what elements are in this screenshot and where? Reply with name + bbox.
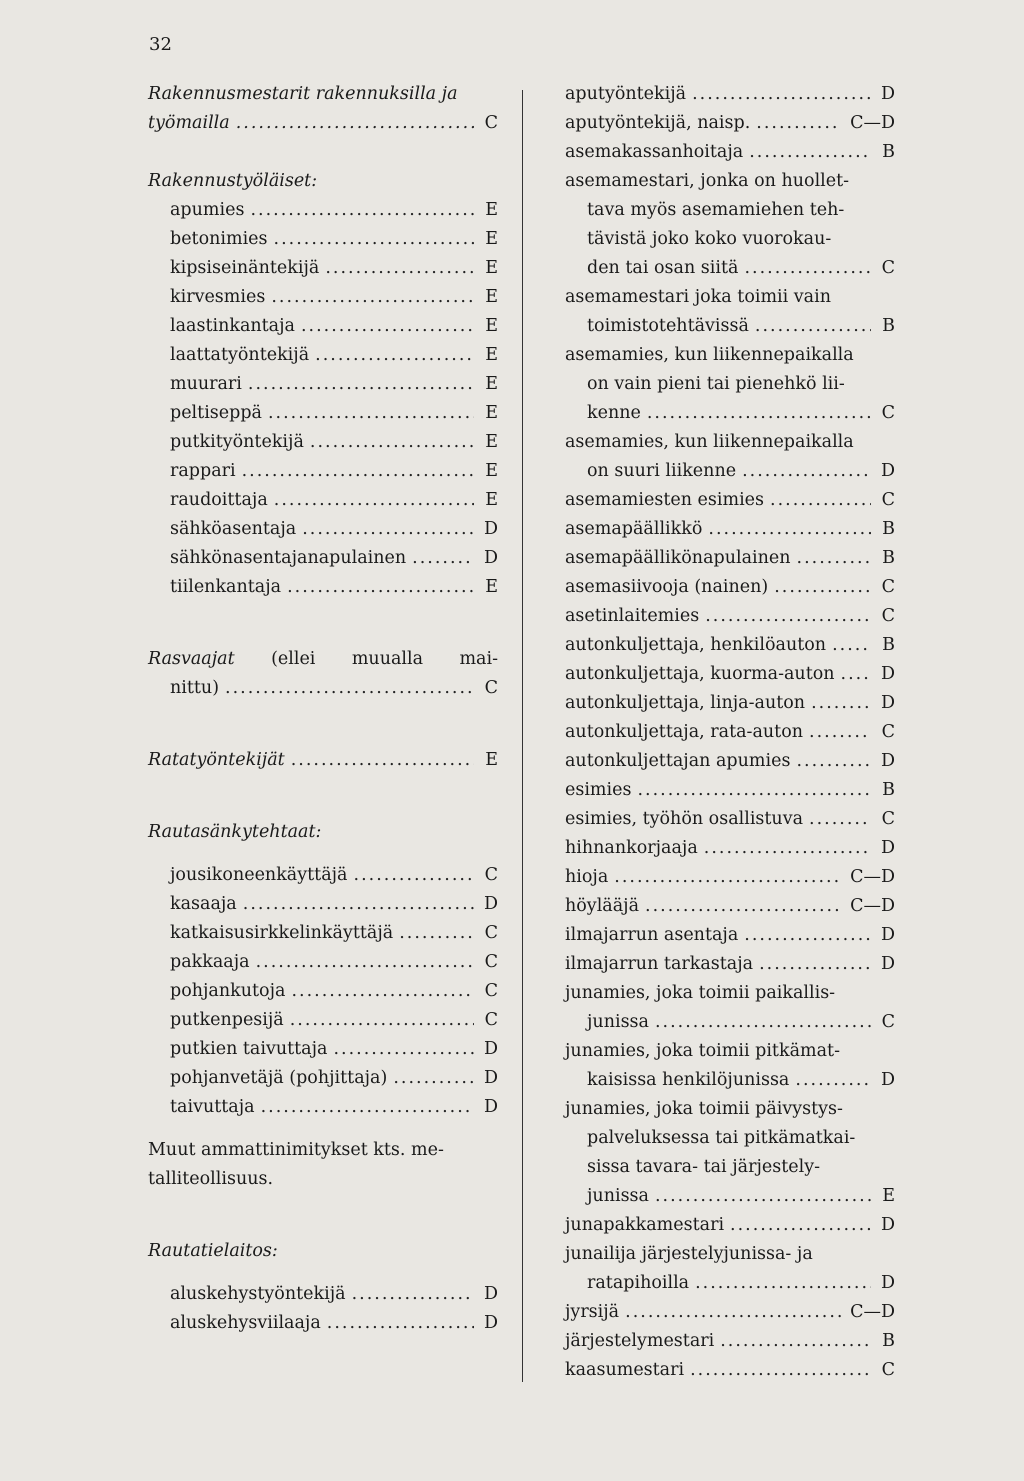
list-item <box>148 1280 498 1309</box>
list-item <box>148 977 498 1006</box>
list-item <box>565 1182 895 1211</box>
leader-dots <box>756 109 841 138</box>
left-column <box>148 80 498 1338</box>
leader-dots <box>327 1309 474 1338</box>
entry-class: D <box>483 548 498 568</box>
entry-name: toimistotehtävissä <box>587 316 749 336</box>
entry-class: C <box>881 258 895 278</box>
list-item <box>565 892 895 921</box>
leader-dots <box>796 747 871 776</box>
entry-name: asemamies, kun liikennepaikalla <box>565 345 854 365</box>
list-item <box>148 370 498 399</box>
leader-dots <box>256 948 474 977</box>
entry-class: D <box>880 954 895 974</box>
entry-class: E <box>485 490 498 510</box>
entry-class: D <box>880 461 895 481</box>
rakennusmestarit-entry <box>148 109 498 138</box>
entry-class: C <box>881 1360 895 1380</box>
list-item <box>148 573 498 602</box>
entry-class: E <box>485 432 498 452</box>
leader-dots <box>352 1280 474 1309</box>
list-item <box>565 457 895 486</box>
entry-class: D <box>483 1039 498 1059</box>
list-item-line <box>565 225 895 254</box>
entry-class: C <box>484 113 498 133</box>
column-divider <box>522 90 523 1382</box>
leader-dots <box>655 1008 871 1037</box>
list-item-line <box>565 1124 895 1153</box>
entry-name: laastinkantaja <box>170 316 295 336</box>
entry-name: asemamies, kun liikennepaikalla <box>565 432 854 452</box>
rakennustyolaiset-heading <box>148 167 498 196</box>
leader-dots <box>742 457 871 486</box>
entry-name: esimies <box>565 780 632 800</box>
leader-dots <box>832 631 871 660</box>
leader-dots <box>412 544 474 573</box>
leader-dots <box>310 428 474 457</box>
list-item <box>148 515 498 544</box>
leader-dots <box>625 1298 841 1327</box>
list-item <box>565 80 895 109</box>
rasvaajat-heading: Rasvaajat <box>148 649 235 669</box>
entry-class: E <box>485 345 498 365</box>
entry-name: junissa <box>587 1012 649 1032</box>
entry-name: aputyöntekijä <box>565 84 687 104</box>
leader-dots <box>243 890 474 919</box>
entry-name: on suuri liikenne <box>587 461 737 481</box>
leader-dots <box>809 805 871 834</box>
leader-dots <box>770 486 871 515</box>
entry-name: asemapäällikkö <box>565 519 703 539</box>
leader-dots <box>291 977 474 1006</box>
list-item <box>148 225 498 254</box>
list-item <box>565 138 895 167</box>
entry-class: E <box>485 258 498 278</box>
list-item <box>565 631 895 660</box>
list-item <box>565 660 895 689</box>
list-item <box>565 718 895 747</box>
entry-name: tava myös asemamiehen teh- <box>587 200 845 220</box>
list-item <box>565 776 895 805</box>
list-item <box>148 312 498 341</box>
list-item <box>565 544 895 573</box>
leader-dots <box>695 1269 871 1298</box>
list-item <box>148 341 498 370</box>
entry-name: jousikoneenkäyttäjä <box>170 865 348 885</box>
entry-name: kipsiseinäntekijä <box>170 258 320 278</box>
entry-name: höylääjä <box>565 896 640 916</box>
leader-dots <box>250 196 474 225</box>
leader-dots <box>647 399 871 428</box>
entry-name: ilmajarrun asentaja <box>565 925 739 945</box>
list-item-line <box>565 196 895 225</box>
entry-name: jyrsijä <box>565 1302 620 1322</box>
entry-name: pakkaaja <box>170 952 250 972</box>
entry-class: D <box>880 693 895 713</box>
entry-class: D <box>880 664 895 684</box>
entry-class: E <box>485 229 498 249</box>
entry-name: sähkönasentajanapulainen <box>170 548 407 568</box>
leader-dots <box>236 109 474 138</box>
entry-name: junamies, joka toimii paikallis- <box>565 983 836 1003</box>
entry-name: kirvesmies <box>170 287 266 307</box>
leader-dots <box>744 921 871 950</box>
entry-name: autonkuljettaja, rata-auton <box>565 722 804 742</box>
entry-name: on vain pieni tai pienehkö lii- <box>587 374 845 394</box>
leader-dots <box>399 919 474 948</box>
list-item <box>565 834 895 863</box>
leader-dots <box>290 1006 474 1035</box>
entry-name: junamies, joka toimii pitkämat- <box>565 1041 840 1061</box>
list-item <box>565 254 895 283</box>
list-item <box>565 921 895 950</box>
entry-class: B <box>882 548 895 568</box>
muut-line2 <box>148 1165 498 1194</box>
entry-name: pohjankutoja <box>170 981 286 1001</box>
list-item <box>148 428 498 457</box>
entry-class: E <box>485 374 498 394</box>
entry-name: betonimies <box>170 229 268 249</box>
entry-class: D <box>483 1068 498 1088</box>
leader-dots <box>692 80 871 109</box>
leader-dots <box>302 515 474 544</box>
entry-name: esimies, työhön osallistuva <box>565 809 804 829</box>
entry-class: C <box>881 722 895 742</box>
rautasankytehtaat-heading <box>148 818 498 847</box>
rautasankytehtaat-list <box>148 861 498 1122</box>
leader-dots <box>325 254 474 283</box>
entry-name: ratapihoilla <box>587 1273 690 1293</box>
entry-name: aputyöntekijä, naisp. <box>565 113 751 133</box>
leader-dots <box>614 863 841 892</box>
list-item <box>565 312 895 341</box>
leader-dots <box>797 544 871 573</box>
entry-class: D <box>880 925 895 945</box>
leader-dots <box>705 602 871 631</box>
rakennustyolaiset-list <box>148 196 498 602</box>
list-item <box>148 544 498 573</box>
list-item <box>565 1008 895 1037</box>
list-item <box>565 515 895 544</box>
entry-class: B <box>882 780 895 800</box>
entry-name: asemamestari, jonka on huollet- <box>565 171 850 191</box>
entry-class: C <box>484 952 498 972</box>
list-item-line <box>565 979 895 1008</box>
entry-class: C—D <box>850 113 895 133</box>
rasvaajat-text-a: (ellei <box>271 649 316 669</box>
list-item <box>565 486 895 515</box>
entry-class: D <box>880 1215 895 1235</box>
entry-class: D <box>880 84 895 104</box>
entry-class: C <box>484 678 498 698</box>
entry-class: C <box>881 490 895 510</box>
list-item <box>565 1356 895 1385</box>
rasvaajat-line1 <box>148 645 498 674</box>
entry-name: autonkuljettaja, henkilöauton <box>565 635 827 655</box>
leader-dots <box>708 515 871 544</box>
list-item <box>148 1093 498 1122</box>
list-item <box>565 747 895 776</box>
list-item <box>565 573 895 602</box>
entry-class: C <box>881 577 895 597</box>
entry-name: junamies, joka toimii päivystys- <box>565 1099 843 1119</box>
entry-class: D <box>880 1273 895 1293</box>
leader-dots <box>268 399 474 428</box>
entry-name: taivuttaja <box>170 1097 255 1117</box>
entry-class: E <box>485 287 498 307</box>
entry-name: asetinlaitemies <box>565 606 700 626</box>
leader-dots <box>720 1327 871 1356</box>
entry-name: apumies <box>170 200 245 220</box>
entry-class: B <box>882 1331 895 1351</box>
entry-class: E <box>485 403 498 423</box>
entry-name: autonkuljettaja, kuorma-auton <box>565 664 835 684</box>
rautatielaitos-list <box>148 1280 498 1338</box>
entry-class: D <box>483 1284 498 1304</box>
leader-dots <box>271 283 474 312</box>
list-item <box>565 689 895 718</box>
entry-class: C—D <box>850 1302 895 1322</box>
leader-dots <box>645 892 841 921</box>
list-item <box>565 1269 895 1298</box>
entry-name: sissa tavara- tai järjestely- <box>587 1157 820 1177</box>
entry-name: kenne <box>587 403 641 423</box>
list-item <box>148 1035 498 1064</box>
entry-class: C <box>484 981 498 1001</box>
leader-dots <box>690 1356 871 1385</box>
entry-name: junailija järjestelyjunissa- ja <box>565 1244 813 1264</box>
leader-dots <box>248 370 474 399</box>
entry-class: E <box>485 200 498 220</box>
leader-dots <box>242 457 474 486</box>
entry-class: C <box>484 865 498 885</box>
entry-name: aluskehysviilaaja <box>170 1313 321 1333</box>
leader-dots <box>261 1093 474 1122</box>
list-item <box>148 948 498 977</box>
leader-dots <box>809 718 871 747</box>
entry-class: D <box>483 1313 498 1333</box>
leader-dots <box>795 1066 871 1095</box>
entry-name: hihnankorjaaja <box>565 838 698 858</box>
entry-name: putkityöntekijä <box>170 432 304 452</box>
list-item <box>565 805 895 834</box>
list-item <box>565 863 895 892</box>
entry-name: tiilenkantaja <box>170 577 282 597</box>
entry-name: asemapäällikönapulainen <box>565 548 791 568</box>
entry-class: E <box>485 316 498 336</box>
leader-dots <box>225 674 474 703</box>
leader-dots <box>637 776 871 805</box>
entry-class: D <box>880 838 895 858</box>
entry-name: junapakkamestari <box>565 1215 725 1235</box>
entry-name: kasaaja <box>170 894 237 914</box>
list-item <box>148 196 498 225</box>
entry-class: D <box>483 894 498 914</box>
entry-name: työmailla <box>148 113 230 133</box>
list-item <box>565 1298 895 1327</box>
list-item-line <box>565 283 895 312</box>
list-item <box>148 919 498 948</box>
entry-class: D <box>483 519 498 539</box>
entry-class: B <box>882 519 895 539</box>
list-item <box>148 457 498 486</box>
list-item-line <box>565 1153 895 1182</box>
entry-name: rappari <box>170 461 236 481</box>
entry-name: ilmajarrun tarkastaja <box>565 954 754 974</box>
ratatyontekijat-entry <box>148 746 498 775</box>
entry-class: C <box>484 923 498 943</box>
section-heading: Rakennustyöläiset: <box>148 171 318 191</box>
entry-name: sähköasentaja <box>170 519 297 539</box>
entry-class: B <box>882 142 895 162</box>
ratatyontekijat-heading: Ratatyöntekijät <box>148 750 285 770</box>
entry-name: asemamestari joka toimii vain <box>565 287 831 307</box>
list-item <box>148 861 498 890</box>
entry-name: autonkuljettajan apumies <box>565 751 791 771</box>
entry-name: kaasumestari <box>565 1360 685 1380</box>
entry-name: palveluksessa tai pitkämatkai- <box>587 1128 856 1148</box>
entry-name: junissa <box>587 1186 649 1206</box>
leader-dots <box>655 1182 871 1211</box>
entry-class: D <box>483 1097 498 1117</box>
entry-name: raudoittaja <box>170 490 268 510</box>
entry-name: katkaisusirkkelinkäyttäjä <box>170 923 394 943</box>
leader-dots <box>354 861 475 890</box>
leader-dots <box>315 341 474 370</box>
list-item <box>148 254 498 283</box>
muut-text: Muut ammattinimitykset kts. me- <box>148 1140 444 1160</box>
list-item <box>565 1211 895 1240</box>
list-item <box>148 890 498 919</box>
list-item <box>565 602 895 631</box>
entry-name: nittu) <box>170 678 220 698</box>
list-item <box>148 1006 498 1035</box>
leader-dots <box>744 254 871 283</box>
leader-dots <box>774 573 871 602</box>
entry-class: E <box>485 750 498 770</box>
entry-class: E <box>882 1186 895 1206</box>
list-item <box>565 950 895 979</box>
leader-dots <box>755 312 871 341</box>
entry-class: C <box>881 403 895 423</box>
entry-name: autonkuljettaja, linja-auton <box>565 693 806 713</box>
leader-dots <box>841 660 871 689</box>
entry-name: aluskehystyöntekijä <box>170 1284 346 1304</box>
leader-dots <box>287 573 474 602</box>
entry-class: C <box>484 1010 498 1030</box>
list-item-line <box>565 1240 895 1269</box>
entry-class: D <box>880 751 895 771</box>
leader-dots <box>274 486 474 515</box>
entry-name: muurari <box>170 374 242 394</box>
list-item <box>565 399 895 428</box>
entry-name: laattatyöntekijä <box>170 345 310 365</box>
entry-name: asemakassanhoitaja <box>565 142 744 162</box>
leader-dots <box>759 950 871 979</box>
entry-name: järjestelymestari <box>565 1331 715 1351</box>
rasvaajat-text-c: mai- <box>459 649 498 669</box>
leader-dots <box>704 834 871 863</box>
list-item <box>148 486 498 515</box>
entry-name: tävistä joko koko vuorokau- <box>587 229 832 249</box>
entry-name: asemamiesten esimies <box>565 490 765 510</box>
muut-text-2: talliteollisuus. <box>148 1169 274 1189</box>
list-item-line <box>565 1037 895 1066</box>
rasvaajat-text-b: muualla <box>351 649 424 669</box>
entry-class: E <box>485 577 498 597</box>
entry-class: B <box>882 635 895 655</box>
leader-dots <box>393 1064 474 1093</box>
muut-line1 <box>148 1136 498 1165</box>
entry-class: C <box>881 809 895 829</box>
list-item-line <box>565 341 895 370</box>
entry-class: C <box>881 606 895 626</box>
entry-class: B <box>882 316 895 336</box>
leader-dots <box>291 746 474 775</box>
list-item-line <box>565 1095 895 1124</box>
entry-name: kaisissa henkilöjunissa <box>587 1070 790 1090</box>
leader-dots <box>730 1211 871 1240</box>
entry-class: D <box>880 1070 895 1090</box>
leader-dots <box>274 225 474 254</box>
rakennusmestarit-heading: Rakennusmestarit rakennuksilla ja <box>148 84 458 104</box>
leader-dots <box>333 1035 474 1064</box>
entry-class: E <box>485 461 498 481</box>
entry-class: C—D <box>850 867 895 887</box>
list-item <box>148 283 498 312</box>
entry-class: C <box>881 1012 895 1032</box>
list-item <box>565 109 895 138</box>
entry-name: putkien taivuttaja <box>170 1039 328 1059</box>
list-item <box>565 1327 895 1356</box>
list-item-line <box>565 370 895 399</box>
entry-name: putkenpesijä <box>170 1010 284 1030</box>
rakennusmestarit-heading-line <box>148 80 498 109</box>
right-column <box>565 80 895 1385</box>
entry-name: asemasiivooja (nainen) <box>565 577 769 597</box>
page-number: 32 <box>149 34 172 55</box>
entry-name: peltiseppä <box>170 403 262 423</box>
list-item <box>148 1309 498 1338</box>
leader-dots <box>811 689 871 718</box>
entry-name: pohjanvetäjä (pohjittaja) <box>170 1068 388 1088</box>
entry-name: hioja <box>565 867 609 887</box>
list-item <box>148 1064 498 1093</box>
section-heading: Rautatielaitos: <box>148 1241 278 1261</box>
list-item <box>565 1066 895 1095</box>
list-item-line <box>565 428 895 457</box>
entry-name: den tai osan siitä <box>587 258 739 278</box>
rautatielaitos-heading <box>148 1237 498 1266</box>
entry-class: C—D <box>850 896 895 916</box>
rasvaajat-entry <box>148 674 498 703</box>
leader-dots <box>301 312 474 341</box>
leader-dots <box>749 138 871 167</box>
section-heading: Rautasänkytehtaat: <box>148 822 322 842</box>
list-item-line <box>565 167 895 196</box>
list-item <box>148 399 498 428</box>
